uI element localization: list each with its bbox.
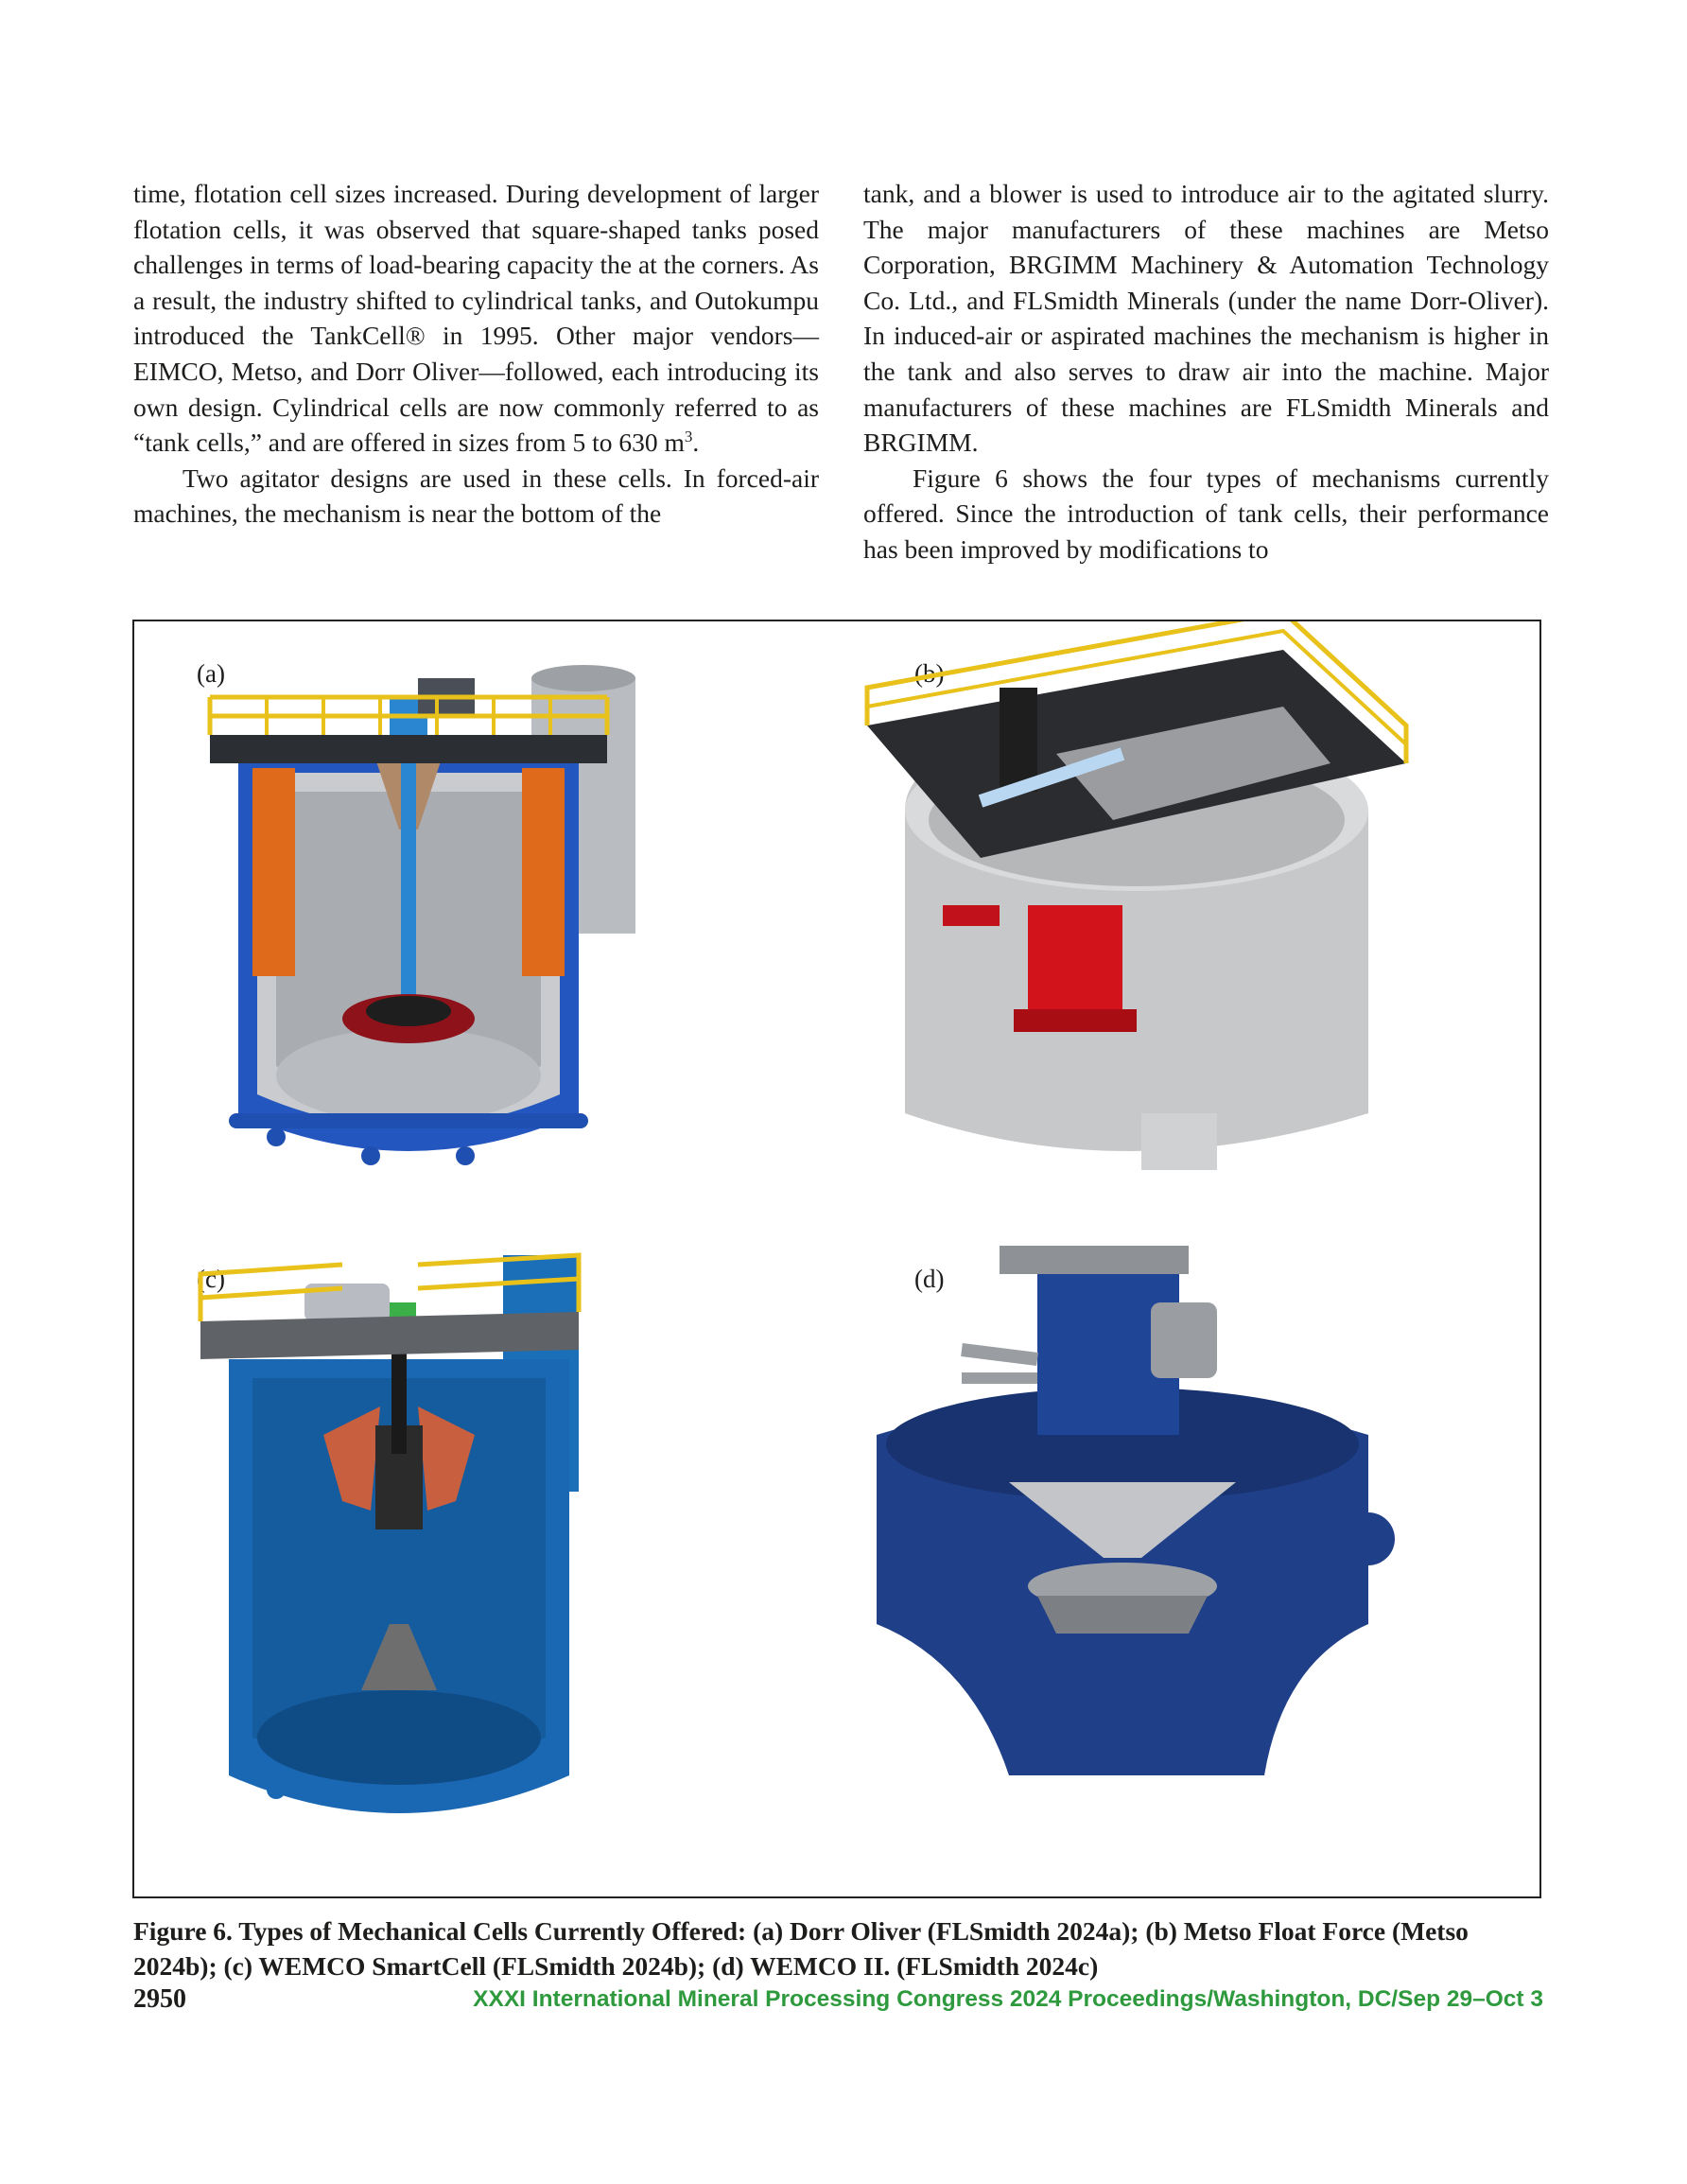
dorr-oliver-cell-illustration <box>134 621 834 1246</box>
panel-d <box>839 1246 1539 1870</box>
figure-6-frame <box>132 620 1541 1898</box>
panel-d-label: (d) <box>914 1265 945 1293</box>
panel-a-label: (a) <box>197 659 225 688</box>
right-paragraph-1: tank, and a blower is used to introduce air to the agitated slurry. The major manufacturers of these machines are Metso Corporation, BRGIMM Machinery & Automation Technology Co. Ltd., and FLSmidth Minerals (under the name Dorr-Oliver). In induced-air or aspirated machines the mechanism is higher in the tank and also serves to draw air into the machine. Major manufacturers of these machines are FLSmidth Minerals and BRGIMM. <box>863 179 1549 458</box>
metso-float-force-cell-illustration <box>839 621 1539 1246</box>
wemco-smartcell-illustration <box>134 1246 834 1870</box>
wemco-ii-mechanism-illustration <box>839 1246 1539 1870</box>
right-paragraph-2: Figure 6 shows the four types of mechanisms currently offered. Since the introduction of tank cells, their performance has been improved by modifications to <box>863 463 1549 564</box>
left-column <box>133 176 819 532</box>
page-number: 2950 <box>133 1984 186 2014</box>
left-paragraph-2: Two agitator designs are used in these cells. In forced-air machines, the mechanism is near the bottom of the <box>133 463 819 529</box>
panel-a <box>134 621 834 1246</box>
right-column <box>863 176 1549 568</box>
superscript-3: 3 <box>684 427 693 446</box>
panel-b <box>839 621 1539 1246</box>
panel-b-label: (b) <box>914 659 945 688</box>
left-paragraph-1: time, flotation cell sizes increased. During development of larger flotation cells, it was observed that square-shaped tanks posed challenges in terms of load-bearing capacity the at the corners. As a result, the industry shifted to cylindrical tanks, and Outokumpu introduced the TankCell® in 1995. Other major vendors—EIMCO, Metso, and Dorr Oliver—followed, each introducing its own design. Cylindrical cells are now commonly referred to as “tank cells,” and are offered in sizes from 5 to 630 $m^3$. <box>133 179 819 458</box>
panel-c-label: (c) <box>197 1265 225 1293</box>
figure-caption: Figure 6. Types of Mechanical Cells Currently Offered: (a) Dorr Oliver (FLSmidth 2024a); (b) Metso Float Force (Metso 2024b); (c) WEMCO SmartCell (FLSmidth 2024b); (d) WEMCO II. (FLSmidth 2024c) <box>133 1916 1469 1981</box>
panel-c <box>134 1246 834 1870</box>
running-footer-title: XXXI International Mineral Processing Congress 2024 Proceedings/Washington, DC/Sep 29–Oct 3 <box>473 1986 1543 2012</box>
